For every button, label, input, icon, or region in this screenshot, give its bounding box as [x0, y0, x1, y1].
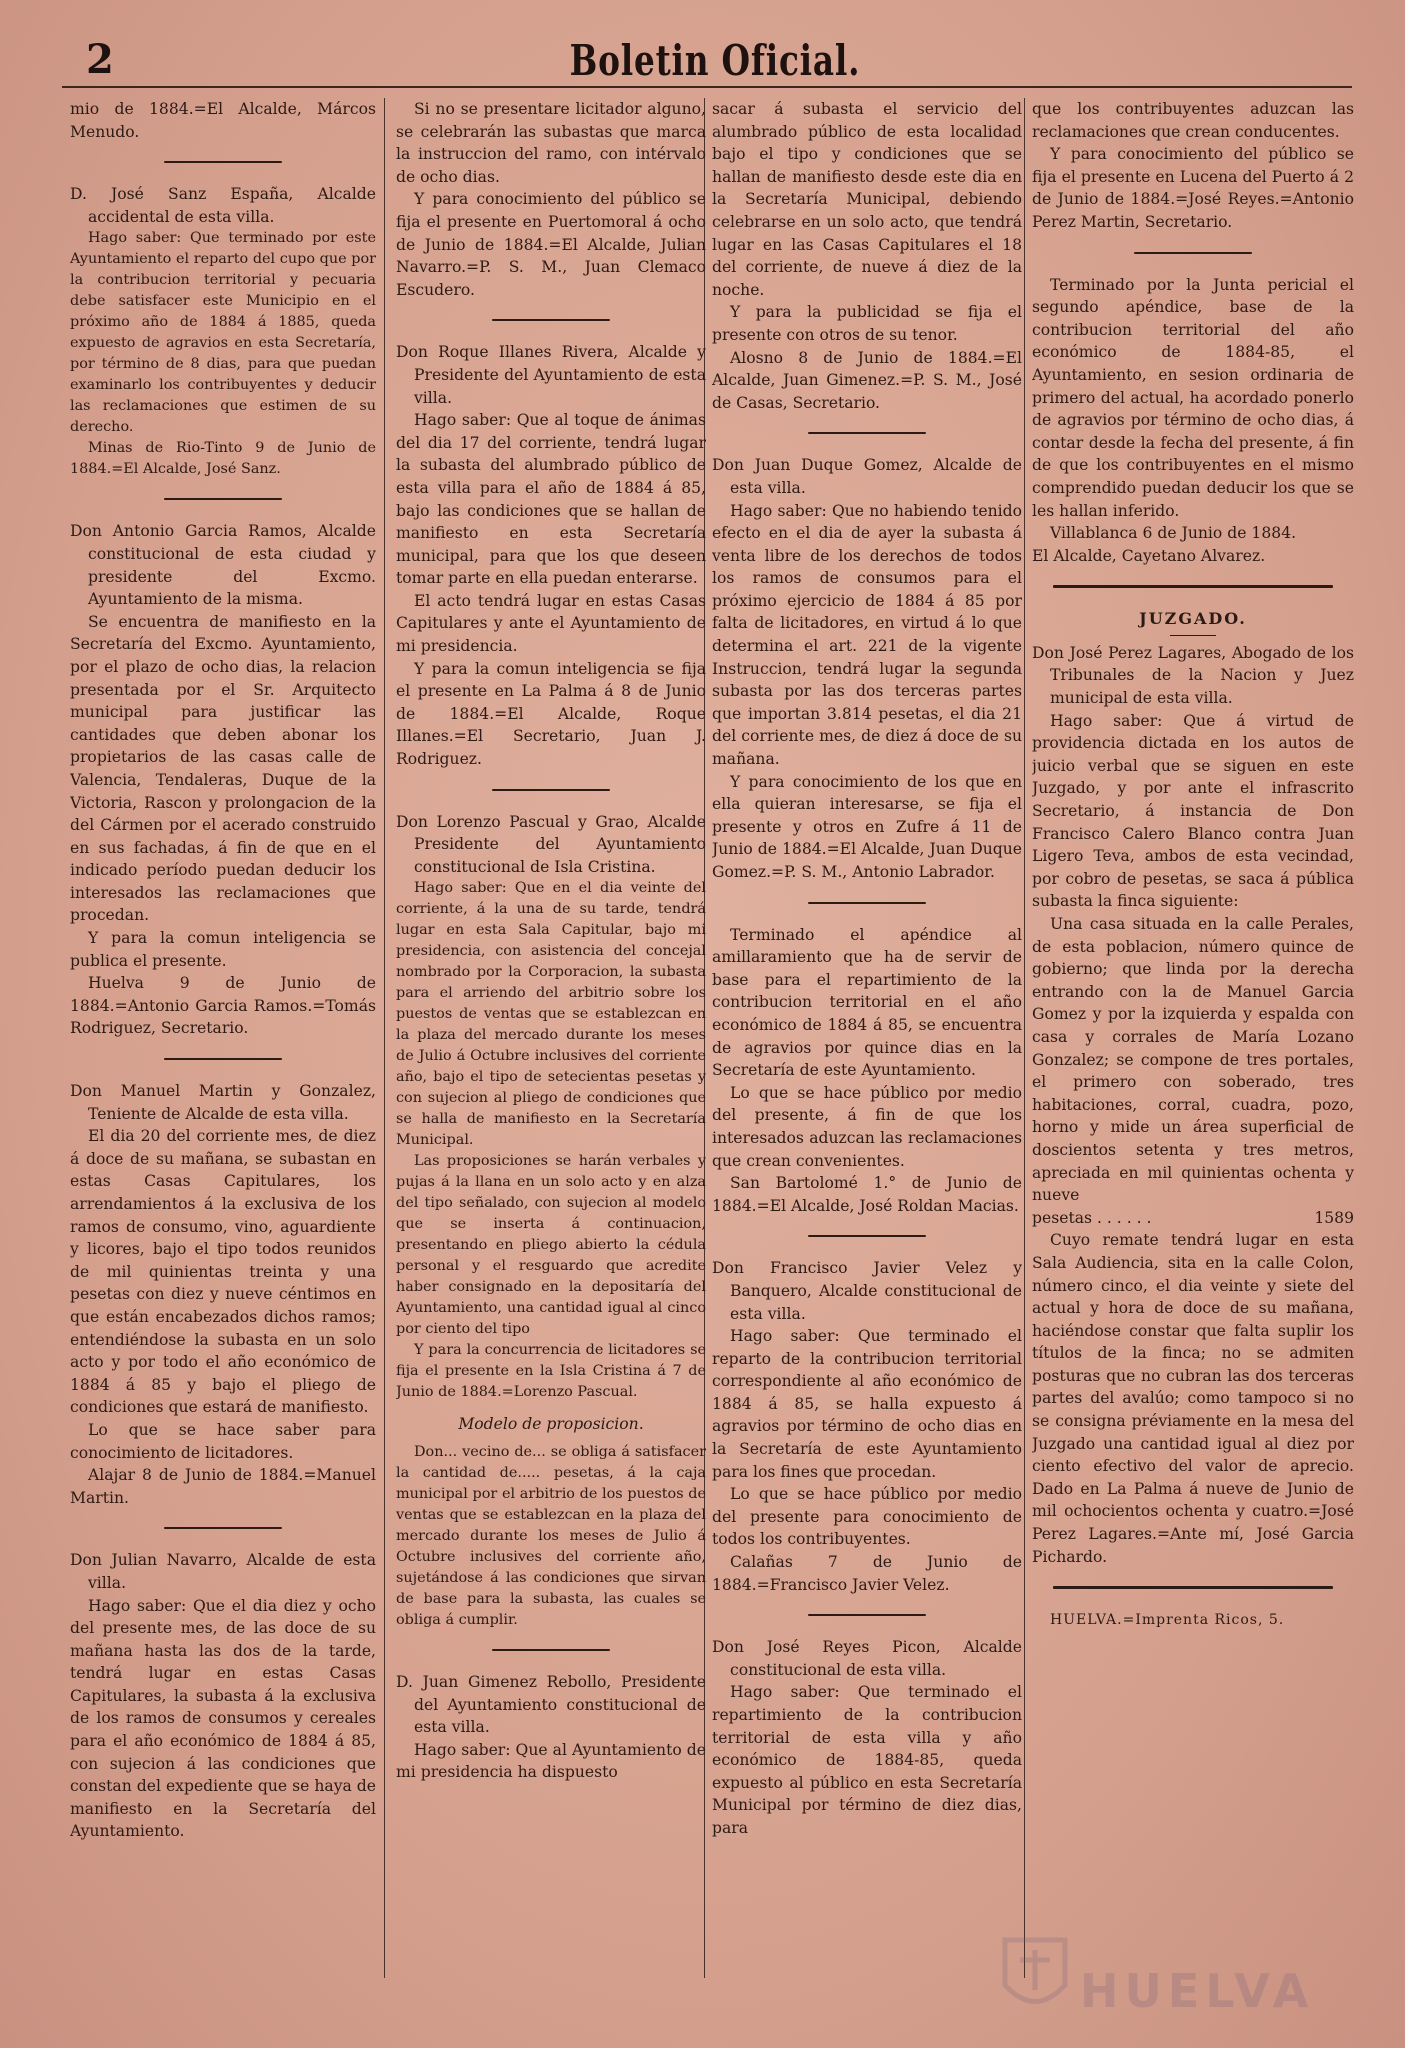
separator-rule	[164, 1527, 282, 1529]
notice-puertomoral-cont	[396, 98, 706, 301]
header-rule	[62, 86, 1352, 88]
notice-body: Lo que se hace público por medio del presente, á fin de que los interesados aduzcan las reclamaciones que crean convenientes.	[712, 1083, 1022, 1170]
notice-body: El acto tendrá lugar en estas Casas Capitulares y ante el Ayuntamiento de mi presidencia.	[396, 591, 706, 656]
notice-body: Hago saber: Que al Ayuntamiento de mi presidencia ha dispuesto	[396, 1740, 706, 1782]
watermark-text: HUELVA	[1080, 1964, 1315, 2018]
notice-body: Terminado el apéndice al amillaramiento que ha de servir de base para el repartimiento de la contribucion territorial en el año económico de 1884 á 85, se encuentra de agravios por quince dias en la Secretaría de este Ayuntamiento.	[712, 925, 1022, 1080]
notice-menudo	[70, 98, 376, 143]
notice-signature: Y para conocimiento del público se fija el presente en Lucena del Puerto á 2 de Junio de 1884.=José Reyes.=Antonio Perez Martin, Secretario.	[1032, 145, 1354, 231]
separator-rule	[164, 161, 282, 163]
column-1	[70, 98, 376, 1978]
separator-rule	[492, 1649, 610, 1651]
notice-lucena	[712, 1636, 1022, 1839]
modelo-text	[396, 1442, 706, 1631]
notice-body: Don... vecino de... se obliga á satisfacer la cantidad de..... pesetas, á la caja municipal por el arbitrio de los puestos de ventas que se establezcan en la plaza del mercado durante los meses de Julio á Octubre inclusives del corriente año, sujetándose á las condiciones que sirvan de base para la subasta, las cuales se obliga á cumplir.	[396, 1444, 706, 1628]
notice-body: Lo que se hace público por medio del presente para conocimiento de todos los contribuyentes.	[712, 1485, 1022, 1549]
notice-lucena-cont	[1032, 98, 1354, 234]
modelo-heading: Modelo de proposicion.	[458, 1415, 644, 1434]
notice-heading: Don Roque Illanes Rivera, Alcalde y Presidente del Ayuntamiento de esta villa.	[396, 343, 706, 407]
separator-rule	[1053, 585, 1333, 588]
notice-signature: Y para la comun inteligencia se fija el presente en La Palma á 8 de Junio de 1884.=El Alcalde, Roque Illanes.=El Secretario, Juan J. Rodriguez.	[396, 659, 706, 769]
title-underline	[1170, 635, 1216, 636]
separator-rule	[808, 1235, 926, 1237]
separator-rule	[808, 432, 926, 434]
printer-imprint: HUELVA.=Imprenta Ricos, 5.	[1050, 1612, 1285, 1629]
notice-signature: Minas de Rio-Tinto 9 de Junio de 1884.=El Alcalde, José Sanz.	[70, 440, 376, 478]
column-3	[712, 98, 1022, 1978]
separator-rule	[492, 319, 610, 321]
separator-rule	[1134, 252, 1252, 254]
notice-alosno-cont	[712, 98, 1022, 414]
separator-rule	[164, 1058, 282, 1060]
separator-rule	[492, 789, 610, 791]
page-header	[70, 30, 1360, 90]
notice-body: Hago saber: Que al toque de ánimas del dia 17 del corriente, tendrá lugar la subasta del alumbrado público de esta villa para el año de 1884 á 85, bajo las condiciones que se hallan de manifiesto en esta Secretaría municipal, para que los que deseen tomar parte en ella puedan enterarse.	[396, 411, 706, 588]
separator-rule	[164, 498, 282, 500]
finca-amount-value: 1589	[1314, 1208, 1354, 1227]
notice-alosno	[396, 1671, 706, 1784]
notice-heading: Don Francisco Javier Velez y Banquero, Alcalde constitucional de esta villa.	[712, 1259, 1022, 1323]
notice-body: Cuyo remate tendrá lugar en esta Sala Audiencia, sita en la calle Colon, número cinco, el dia veinte y siete del actual y hora de doce de su mañana, haciéndose constar que falta suplir los títulos de la finca; no se admiten posturas que no cubran las dos terceras partes del avalúo; como tampoco si no se consigna préviamente en la mesa del Juzgado una cantidad igual al diez por ciento efectivo del valor de aprecio. Dado en La Palma á nueve de Junio de mil ochocientos ochenta y cuatro.=José Perez Lagares.=Ante mí, José Garcia Pichardo.	[1032, 1231, 1354, 1566]
notice-huelva	[70, 520, 376, 1040]
notice-signature: Villablanca 6 de Junio de 1884.	[1050, 524, 1297, 543]
separator-rule	[808, 1614, 926, 1616]
separator-rule	[1053, 1586, 1333, 1589]
notice-heading: Don Julian Navarro, Alcalde de esta villa.	[70, 1551, 376, 1592]
notice-body: Hago saber: Que en el dia veinte del corriente, á la una de su tarde, tendrá lugar en esta Sala Capitular, bajo mi presidencia, con asistencia del concejal nombrado por la Corporacion, la subasta para el arriendo del arbitrio sobre los puestos de ventas que se establezcan en la plaza del mercado durante los meses de Julio á Octubre inclusives del corriente año, bajo el tipo de setecientas pesetas y con sujecion al pliego de condiciones que se halla de manifiesto en la Secretaría Municipal.	[396, 880, 706, 1149]
notice-heading: Don Lorenzo Pascual y Grao, Alcalde Presidente del Ayuntamiento constitucional de Isla Cristina.	[396, 812, 706, 876]
separator-rule	[808, 902, 926, 904]
notice-body: Hago saber: Que el dia diez y ocho del presente mes, de las doce de su mañana hasta las dos de la tarde, tendrá lugar en estas Casas Capitulares, la subasta á la exclusiva de los ramos de consumos y cereales para el año económico de 1884 á 85, con sujecion á las condiciones que constan del expediente que se haya de manifiesto en la Secretaría del Ayuntamiento.	[70, 1596, 376, 1841]
notice-body: Terminado por la Junta pericial el segundo apéndice, base de la contribucion territorial del año económico de 1884-85, el Ayuntamiento, en sesion ordinaria de primero del actual, ha acordado ponerlo de agravios por término de ocho dias, á contar desde la fecha del presente, á fin de que los contribuyentes en el mismo comprendido puedan deducir los que se les hallan inferido.	[1032, 275, 1354, 520]
notice-signature: Alajar 8 de Junio de 1884.=Manuel Martin.	[70, 1466, 376, 1507]
crest-icon	[1000, 1930, 1070, 2020]
page-number: 2	[86, 36, 114, 83]
notice-heading: D. José Sanz España, Alcalde accidental de esta villa.	[70, 185, 376, 226]
notice-san-bartolome	[712, 924, 1022, 1218]
section-title-juzgado: JUZGADO.	[1139, 609, 1247, 629]
notice-juzgado	[1032, 642, 1354, 1568]
notice-body: Hago saber: Que terminado por este Ayuntamiento el reparto del cupo que por la contribucion territorial y pecuaria debe satisfacer este Municipio en el próximo año de 1884 á 1885, queda expuesto de agravios en esta Secretaría, por término de 8 dias, para que puedan examinarlo los contribuyentes y deducir las reclamaciones que estimen de su derecho.	[70, 230, 376, 436]
column-divider	[1024, 98, 1025, 1978]
notice-signature: Y para la concurrencia de licitadores se fija el presente en la Isla Cristina á 7 de Junio de 1884.=Lorenzo Pascual.	[396, 1342, 706, 1401]
notice-signature: Y para conocimiento de los que en ella quieran interesarse, se fija el presente y otros en Zufre á 11 de Junio de 1884.=El Alcalde, Juan Duque Gomez.=P. S. M., Antonio Labrador.	[712, 772, 1022, 881]
notice-zufre	[712, 454, 1022, 883]
notice-signature: Alosno 8 de Junio de 1884.=El Alcalde, Juan Gimenez.=P. S. M., José de Casas, Secretario.	[712, 348, 1022, 412]
notice-body: Hago saber: Que terminado el reparto de la contribucion territorial correspondiente al año económico de 1884 á 85, se halla expuesto á agravios por término de ocho dias en la Secretaría de este Ayuntamiento para los fines que procedan.	[712, 1327, 1022, 1481]
notice-signature: El Alcalde, Cayetano Alvarez.	[1032, 546, 1266, 565]
column-divider	[384, 98, 385, 1978]
columns-container	[66, 98, 1356, 1978]
notice-body: sacar á subasta el servicio del alumbrado público de esta localidad bajo el tipo y condiciones que se hallan de manifiesto desde este dia en la Secretaría Municipal, debiendo celebrarse en un solo acto, que tendrá lugar en las Casas Capitulares el 18 del corriente, de nueve á diez de la noche.	[712, 100, 1022, 299]
notice-body: Hago saber: Que á virtud de providencia dictada en los autos de juicio verbal que se siguen en este Juzgado, y por ante el infrascrito Secretario, á instancia de Don Francisco Calero Blanco contra Juan Ligero Teva, ambos de esta vecindad, por cobro de pesetas, se saca á pública subasta la finca siguiente:	[1032, 711, 1354, 911]
notice-body: Y para la publicidad se fija el presente con otros de su tenor.	[712, 303, 1022, 344]
notice-heading: Don Manuel Martin y Gonzalez, Teniente de Alcalde de esta villa.	[70, 1082, 376, 1123]
notice-body: Y para la comun inteligencia se publica el presente.	[70, 929, 376, 970]
notice-body: Las proposiciones se harán verbales y pujas á la llana en un solo acto y en alza del tipo señalado, con sujecion al modelo que se inserta á continuacion, presentando en pliego abierto la cédula personal y el resguardo que acredite haber consignado en la depositaría del Ayuntamiento, una cantidad igual al cinco por ciento del tipo	[396, 1153, 706, 1338]
finca-amount-row	[1032, 1207, 1354, 1230]
notice-body: Una casa situada en la calle Perales, de esta poblacion, número quince de gobierno; que linda por la derecha entrando con la de Manuel Garcia Gomez y por la izquierda y espalda con casa y corrales de María Lozano Gonzalez; se compone de tres portales, el primero con soberado, tres habitaciones, corral, cuadra, pozo, horno y mide un área superficial de doscientos setenta y tres metros, apreciada en mil quinientas ochenta y nueve	[1032, 915, 1354, 1205]
notice-la-palma	[396, 341, 706, 770]
notice-calanas	[712, 1257, 1022, 1596]
notice-signature: San Bartolomé 1.° de Junio de 1884.=El Alcalde, José Roldan Macias.	[712, 1174, 1022, 1215]
notice-heading: Don Juan Duque Gomez, Alcalde de esta villa.	[712, 456, 1022, 497]
notice-puertomoral	[70, 1549, 376, 1843]
archive-watermark	[1000, 1930, 1350, 2030]
notice-rio-tinto	[70, 183, 376, 480]
notice-signature: Calañas 7 de Junio de 1884.=Francisco Javier Velez.	[712, 1553, 1022, 1594]
finca-amount-label: pesetas . . . . . .	[1032, 1208, 1152, 1227]
notice-body: Hago saber: Que no habiendo tenido efecto en el dia de ayer la subasta á venta libre de los derechos de todos los ramos de consumos para el próximo ejercicio de 1884 á 85 por falta de licitadores, en virtud á lo que determina el art. 221 de la vigente Instruccion, tendrá lugar la segunda subasta por las dos terceras partes que importan 3.814 pesetas, el dia 21 del corriente mes, de diez á doce de su mañana.	[712, 501, 1022, 769]
notice-body: Hago saber: Que terminado el repartimiento de la contribucion territorial de esta villa y año económico de 1884-85, queda expuesto al público en esta Secretaría Municipal por término de diez dias, para	[712, 1683, 1022, 1837]
notice-body: El dia 20 del corriente mes, de diez á doce de su mañana, se subastan en estas Casas Capitulares, los arrendamientos á la exclusiva de los ramos de consumo, vino, aguardiente y licores, bajo el tipo todos reunidos de mil quinientas treinta y una pesetas con diez y nueve céntimos en que están encabezados dichos ramos; entendiéndose la subasta en un solo acto y por todo el año económico de 1884 á 85 y bajo el pliego de condiciones que estará de manifiesto.	[70, 1127, 376, 1417]
notice-body: Si no se presentare licitador alguno, se celebrarán las subastas que marca la instruccion del ramo, con intérvalo de ocho dias.	[396, 100, 706, 186]
notice-body: Lo que se hace saber para conocimiento de licitadores.	[70, 1420, 376, 1462]
notice-heading: Don Antonio Garcia Ramos, Alcalde constitucional de esta ciudad y presidente del Excmo. Ayuntamiento de la misma.	[70, 522, 376, 609]
notice-heading: D. Juan Gimenez Rebollo, Presidente del Ayuntamiento constitucional de esta villa.	[396, 1673, 706, 1737]
notice-text: mio de 1884.=El Alcalde, Márcos Menudo.	[70, 100, 376, 141]
notice-signature: Y para conocimiento del público se fija el presente en Puertomoral á ocho de Junio de 1884.=El Alcalde, Julian Navarro.=P. S. M., Juan Clemaco Escudero.	[396, 190, 706, 299]
column-2	[396, 98, 706, 1978]
notice-heading: Don José Perez Lagares, Abogado de los Tribunales de la Nacion y Juez municipal de esta villa.	[1032, 643, 1354, 708]
notice-isla-cristina	[396, 811, 706, 1404]
notice-alajar	[70, 1080, 376, 1509]
notice-body: Se encuentra de manifiesto en la Secretaría del Excmo. Ayuntamiento, por el plazo de ocho dias, la relacion presentada por el Sr. Arquitecto municipal para justificar las cantidades que deben abonar los propietarios de las casas calle de Valencia, Tendaleras, Duque de la Victoria, Rascon y prolongacion de la del Cármen por el acerado construido en sus fachadas, á fin de que en el indicado período puedan deducir los interesados las reclamaciones que procedan.	[70, 612, 376, 925]
notice-body: que los contribuyentes aduzcan las reclamaciones que crean conducentes.	[1032, 100, 1354, 141]
notice-villablanca	[1032, 274, 1354, 568]
masthead-title: Boletin Oficial.	[569, 36, 861, 85]
column-4	[1032, 98, 1354, 1978]
notice-heading: Don José Reyes Picon, Alcalde constitucional de esta villa.	[712, 1638, 1022, 1679]
notice-signature: Huelva 9 de Junio de 1884.=Antonio Garcia Ramos.=Tomás Rodriguez, Secretario.	[70, 974, 376, 1038]
